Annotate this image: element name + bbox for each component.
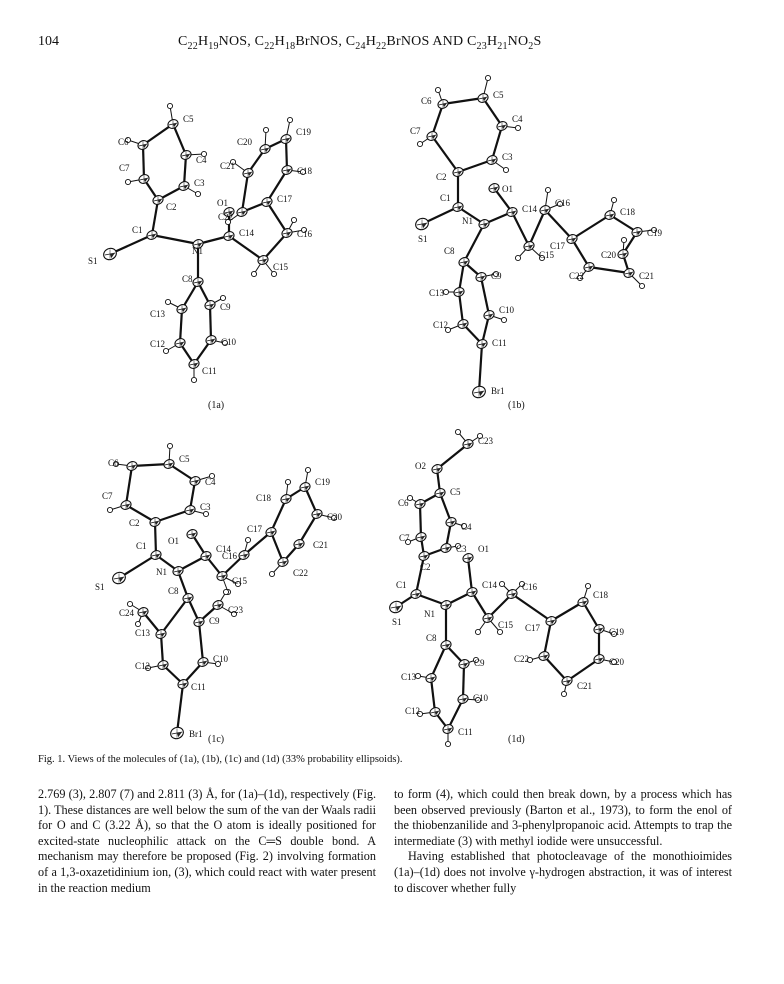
svg-text:C11: C11 (191, 682, 206, 692)
svg-text:C7: C7 (119, 163, 130, 173)
svg-text:C11: C11 (458, 727, 473, 737)
svg-text:C10: C10 (499, 305, 515, 315)
bond (431, 678, 435, 712)
hydrogen-atom (220, 295, 225, 300)
svg-text:C1: C1 (132, 225, 143, 235)
hydrogen-atom (167, 443, 172, 448)
bond (481, 277, 489, 315)
ortep-drawing-1d (392, 424, 758, 744)
bond (126, 466, 132, 505)
page-number: 104 (38, 34, 59, 49)
svg-text:C4: C4 (512, 114, 523, 124)
hydrogen-atom (499, 581, 504, 586)
svg-text:C5: C5 (493, 90, 504, 100)
hydrogen-atom (455, 429, 460, 434)
hydrogen-atom (163, 348, 168, 353)
svg-text:C2: C2 (129, 518, 140, 528)
bond (143, 145, 144, 179)
hydrogen-atom (263, 127, 268, 132)
hydrogen-atom (515, 255, 520, 260)
bond (544, 656, 567, 681)
svg-text:C21: C21 (220, 161, 236, 171)
atom-s1 (414, 216, 430, 244)
svg-text:C2: C2 (420, 562, 431, 572)
hydrogen-atom (191, 377, 196, 382)
svg-text:C14: C14 (522, 204, 538, 214)
molecule-panel-1b (410, 62, 758, 411)
figure-1 (38, 62, 750, 752)
svg-text:C7: C7 (399, 533, 410, 543)
atom-s1 (95, 570, 127, 592)
svg-text:C9: C9 (491, 271, 502, 281)
atom-c13 (150, 303, 188, 319)
hydrogen-atom (223, 589, 228, 594)
svg-text:C10: C10 (213, 654, 229, 664)
hydrogen-atom (195, 191, 200, 196)
svg-text:C13: C13 (429, 288, 445, 298)
atom-n1 (156, 565, 184, 577)
hydrogen-atom (127, 601, 132, 606)
atom-c18 (577, 590, 609, 608)
svg-text:C2: C2 (436, 172, 447, 182)
hydrogen-atom (443, 289, 448, 294)
atom-c17 (261, 194, 293, 208)
atom-c15 (257, 254, 289, 272)
svg-text:C17: C17 (550, 241, 566, 251)
atom-c8 (168, 586, 194, 604)
svg-text:C22: C22 (293, 568, 309, 578)
svg-text:C7: C7 (410, 126, 421, 136)
atom-c15 (482, 612, 514, 630)
svg-text:C19: C19 (609, 627, 625, 637)
svg-text:C13: C13 (401, 672, 417, 682)
svg-text:C17: C17 (277, 194, 293, 204)
bond (199, 622, 203, 662)
svg-text:C16: C16 (222, 551, 238, 561)
bond (180, 309, 182, 343)
bond (431, 645, 446, 678)
svg-text:C19: C19 (647, 228, 663, 238)
hydrogen-atom (435, 87, 440, 92)
hydrogen-atom (203, 511, 208, 516)
atom-c19 (593, 623, 625, 637)
svg-text:C20: C20 (327, 512, 343, 522)
panel-label-1a: (1a) (208, 400, 225, 411)
svg-text:C3: C3 (194, 178, 205, 188)
atom-o1 (488, 182, 513, 194)
atom-c23 (212, 599, 244, 615)
bond (177, 684, 183, 733)
hydrogen-atom (245, 537, 250, 542)
atom-c10 (457, 693, 489, 705)
page-header (38, 34, 738, 54)
bond (463, 664, 464, 699)
bond (229, 236, 263, 260)
svg-text:S1: S1 (95, 582, 105, 592)
svg-text:O2: O2 (415, 461, 426, 471)
svg-text:C21: C21 (577, 681, 593, 691)
svg-text:C5: C5 (450, 487, 461, 497)
atom-c13 (135, 628, 167, 640)
atom-c2 (436, 166, 464, 182)
svg-text:S1: S1 (392, 617, 402, 627)
svg-text:C14: C14 (216, 544, 232, 554)
atom-n1 (192, 238, 205, 256)
molecule-panel-1d (392, 424, 758, 745)
svg-text:N1: N1 (192, 246, 203, 256)
atom-c18 (256, 493, 292, 505)
svg-text:O1: O1 (217, 198, 228, 208)
atom-c6 (421, 96, 449, 110)
bond (589, 267, 629, 273)
bond (545, 210, 572, 239)
hydrogen-atom (561, 691, 566, 696)
hydrogen-atom (251, 271, 256, 276)
bond (271, 532, 283, 562)
panel-label-1c: (1c) (208, 734, 225, 745)
svg-text:C6: C6 (398, 498, 409, 508)
svg-text:O1: O1 (168, 536, 179, 546)
bond (152, 235, 198, 244)
svg-text:C4: C4 (205, 477, 216, 487)
bond (468, 558, 472, 592)
svg-text:C7: C7 (102, 491, 113, 501)
hydrogen-atom (585, 583, 590, 588)
svg-text:C22: C22 (218, 212, 234, 222)
svg-text:C3: C3 (502, 152, 513, 162)
svg-text:C15: C15 (273, 262, 289, 272)
svg-text:C23: C23 (228, 605, 244, 615)
svg-text:C19: C19 (315, 477, 331, 487)
svg-text:C8: C8 (168, 586, 179, 596)
svg-text:C5: C5 (183, 114, 194, 124)
svg-text:S1: S1 (418, 234, 428, 244)
svg-text:C18: C18 (256, 493, 272, 503)
atom-c19 (631, 226, 663, 238)
svg-text:S1: S1 (88, 256, 98, 266)
atom-c12 (405, 706, 441, 718)
hydrogen-atom (285, 479, 290, 484)
bond (210, 305, 211, 340)
atom-c3 (440, 542, 467, 554)
atom-c8 (426, 633, 452, 651)
atom-c19 (299, 477, 331, 493)
bond (567, 659, 599, 681)
atom-s1 (88, 246, 118, 266)
atom-c2 (129, 516, 161, 528)
paragraph: 2.769 (3), 2.807 (7) and 2.811 (3) Å, for (1a)–(1d), respectively (Fig. 1). These distances are well below the sum of the van der Waals radii for O and C (3.22 Å), so that the O atom is ideally positioned for excited-state nucleophilic attack on the C═S double bond. A mechanism may therefore be proposed (Fig. 2) involving formation of a 1,3-oxazetidinium ion, (3), which could react with water present in the reaction medium (38, 787, 376, 895)
hydrogen-atom (497, 629, 502, 634)
hydrogen-atom (165, 299, 170, 304)
atom-c17 (525, 615, 557, 633)
atom-c4 (189, 475, 216, 487)
svg-text:C4: C4 (461, 522, 472, 532)
svg-text:C6: C6 (118, 137, 129, 147)
atom-c9 (458, 658, 485, 670)
svg-text:N1: N1 (156, 567, 167, 577)
svg-text:C22: C22 (569, 271, 585, 281)
svg-text:C11: C11 (202, 366, 217, 376)
atom-c11 (442, 723, 473, 737)
svg-text:C15: C15 (539, 250, 555, 260)
svg-text:C10: C10 (221, 337, 237, 347)
svg-text:C4: C4 (196, 155, 207, 165)
svg-text:C10: C10 (473, 693, 489, 703)
hydrogen-atom (269, 571, 274, 576)
hydrogen-atom (515, 125, 520, 130)
atom-c17 (550, 233, 578, 251)
svg-text:C9: C9 (220, 302, 231, 312)
body-column-right (394, 787, 732, 896)
atom-c20 (593, 653, 625, 667)
molecule-panel-1a (58, 62, 398, 411)
bond (242, 173, 248, 212)
atom-c16 (506, 582, 538, 600)
svg-text:C24: C24 (119, 608, 135, 618)
svg-text:C21: C21 (313, 540, 329, 550)
bond (432, 136, 458, 172)
atom-c12 (135, 659, 169, 671)
hydrogen-atom (545, 187, 550, 192)
ortep-drawing-1c (58, 424, 398, 744)
bond (173, 124, 186, 155)
atom-c20 (601, 248, 629, 260)
hydrogen-atom (639, 283, 644, 288)
svg-text:Br1: Br1 (189, 729, 203, 739)
hydrogen-atom (287, 117, 292, 122)
svg-text:O1: O1 (502, 184, 513, 194)
svg-text:Br1: Br1 (491, 386, 505, 396)
hydrogen-atom (291, 217, 296, 222)
svg-text:C17: C17 (247, 524, 263, 534)
hydrogen-atom (621, 237, 626, 242)
svg-text:C16: C16 (297, 229, 313, 239)
svg-text:C15: C15 (498, 620, 514, 630)
svg-text:C20: C20 (601, 250, 617, 260)
svg-text:C1: C1 (136, 541, 147, 551)
hydrogen-atom (305, 467, 310, 472)
hydrogen-atom (107, 507, 112, 512)
bond (271, 499, 286, 532)
svg-text:C13: C13 (135, 628, 151, 638)
hydrogen-atom (415, 673, 420, 678)
ortep-drawing-1a (58, 62, 398, 382)
svg-text:C8: C8 (182, 274, 193, 284)
panel-label-1b: (1b) (508, 400, 525, 411)
body-column-left (38, 787, 376, 896)
hydrogen-atom (475, 629, 480, 634)
bond (437, 444, 468, 469)
svg-text:C15: C15 (232, 576, 248, 586)
svg-text:C5: C5 (179, 454, 190, 464)
paragraph: Having established that photocleavage of the monothioimides (1a)–(1d) does not involve γ-hydrogen abstraction, it was of interest to discover whether fully (394, 849, 732, 895)
atom-c19 (280, 127, 312, 145)
hydrogen-atom (503, 167, 508, 172)
atom-c5 (434, 487, 461, 499)
paragraph: to form (4), which could then break down, by a process which has been observed previously (Barton et al., 1973), to form the enol of the thiobenzanilide and 3-phenylpropanoic acid. Attempts to trap the intermediate (3) with methyl iodide were unsuccessful. (394, 787, 732, 848)
bond (464, 224, 484, 262)
atom-c21 (220, 161, 254, 179)
atom-c21 (293, 538, 329, 550)
svg-text:C1: C1 (440, 193, 451, 203)
svg-text:C22: C22 (514, 654, 530, 664)
bond (512, 212, 529, 246)
atom-c15 (216, 570, 248, 586)
atom-c9 (475, 271, 502, 283)
svg-text:C17: C17 (525, 623, 541, 633)
svg-text:C9: C9 (474, 658, 485, 668)
hydrogen-atom (271, 271, 276, 276)
bond (443, 98, 483, 104)
bond (544, 621, 551, 656)
svg-text:C3: C3 (200, 502, 211, 512)
atom-c16 (539, 198, 571, 216)
svg-text:C11: C11 (492, 338, 507, 348)
bond (512, 594, 551, 621)
atom-br1 (169, 725, 203, 740)
svg-text:C2: C2 (166, 202, 177, 212)
atom-c14 (506, 204, 538, 218)
hydrogen-atom (135, 621, 140, 626)
atom-c14 (223, 228, 255, 242)
atom-c10 (205, 334, 237, 347)
svg-text:C20: C20 (609, 657, 625, 667)
atom-c5 (477, 90, 504, 104)
hydrogen-atom (417, 141, 422, 146)
molecule-panel-1c (58, 424, 398, 744)
svg-text:C13: C13 (150, 309, 166, 319)
svg-text:N1: N1 (424, 609, 435, 619)
svg-text:C12: C12 (405, 706, 421, 716)
svg-text:C23: C23 (478, 436, 494, 446)
atom-c5 (167, 114, 194, 130)
atom-c6 (118, 137, 149, 151)
svg-text:C21: C21 (639, 271, 655, 281)
bond (572, 239, 589, 267)
svg-text:N1: N1 (462, 216, 473, 226)
svg-text:C3: C3 (456, 544, 467, 554)
hydrogen-atom (501, 317, 506, 322)
atom-c16 (281, 227, 313, 239)
svg-text:C8: C8 (426, 633, 437, 643)
svg-text:C12: C12 (135, 661, 151, 671)
svg-text:C14: C14 (239, 228, 255, 238)
hydrogen-atom (445, 741, 450, 746)
svg-text:C14: C14 (482, 580, 498, 590)
atom-c20 (237, 137, 271, 155)
svg-text:C16: C16 (555, 198, 571, 208)
svg-text:C6: C6 (421, 96, 432, 106)
atom-o1 (168, 528, 198, 546)
atom-c20 (311, 508, 343, 522)
bond (152, 200, 158, 235)
bond (155, 522, 156, 555)
svg-text:C12: C12 (433, 320, 449, 330)
svg-text:C8: C8 (444, 246, 455, 256)
bond (492, 126, 502, 160)
atom-c11 (188, 358, 217, 376)
svg-text:C18: C18 (593, 590, 609, 600)
atom-c16 (222, 549, 250, 561)
hydrogen-atom (167, 103, 172, 108)
atom-o2 (415, 461, 443, 475)
bond (479, 344, 482, 392)
atom-c18 (281, 164, 313, 176)
svg-text:C12: C12 (150, 339, 166, 349)
atom-c18 (604, 207, 636, 221)
atom-c7 (119, 163, 150, 185)
hydrogen-atom (125, 179, 130, 184)
svg-text:C18: C18 (297, 166, 313, 176)
panel-label-1d: (1d) (508, 734, 525, 745)
atom-c23 (462, 436, 494, 450)
svg-text:O1: O1 (478, 544, 489, 554)
bond (459, 292, 463, 324)
hydrogen-atom (485, 75, 490, 80)
atom-c7 (399, 531, 427, 543)
atom-c22 (277, 556, 309, 578)
svg-text:C19: C19 (296, 127, 312, 137)
svg-text:C16: C16 (522, 582, 538, 592)
atom-c11 (177, 678, 206, 692)
atom-c24 (119, 606, 149, 618)
atom-c3 (486, 152, 513, 166)
atom-c22 (569, 261, 595, 281)
svg-text:C9: C9 (209, 616, 220, 626)
atom-c12 (150, 337, 186, 349)
svg-text:C6: C6 (108, 458, 119, 468)
atom-br1 (471, 384, 505, 399)
svg-text:C18: C18 (620, 207, 636, 217)
bond (267, 202, 287, 233)
atom-c11 (476, 338, 507, 350)
bond (529, 210, 545, 246)
bond (572, 215, 610, 239)
hydrogen-atom (611, 197, 616, 202)
bond (420, 504, 421, 537)
svg-text:C20: C20 (237, 137, 253, 147)
svg-text:C1: C1 (396, 580, 407, 590)
running-title: $C_{22}H_{19}NOS$, $C_{22}H_{18}BrNOS$, $C_{24}H_{22}BrNOS$ AND $C_{23}H_{21}NO_2S$ (178, 34, 542, 52)
figure-caption: Fig. 1. Views of the molecules of (1a), (1b), (1c) and (1d) (33% probability ellipsoids). (38, 754, 403, 765)
ortep-drawing-1b (410, 62, 758, 396)
atom-c21 (623, 267, 655, 281)
bond (483, 98, 502, 126)
bond (161, 598, 188, 634)
